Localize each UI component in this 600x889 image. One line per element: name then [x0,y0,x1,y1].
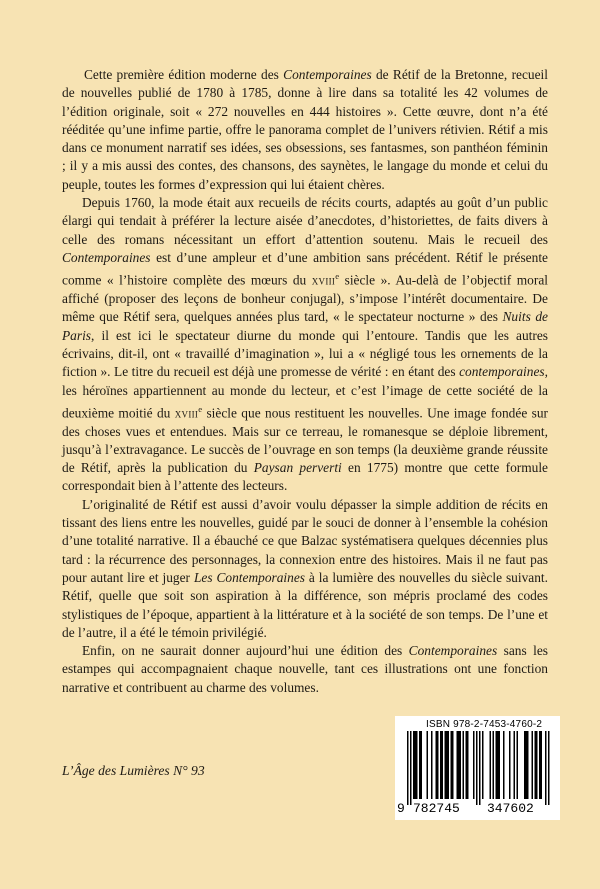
barcode-bar [536,731,538,799]
barcode-bar [448,731,450,799]
barcode-bar [436,731,438,799]
barcode-bar [503,731,505,799]
barcode-bar [497,731,499,799]
barcode-bar [532,731,534,799]
barcode-digit-first: 9 [397,801,405,816]
paragraph-3: L’originalité de Rétif est aussi d’avoir voulu dépasser la simple addition de récits en tissant des liens entre les nouvelles, guidé par le souci de donner à l’ensemble la cohésion d’une totalité narrative. Il a ébauché ce que Balzac systématisera quelques décennies plus tard : la récurrence des personnages, la connexion entre des histoires. Mais il ne faut pas pour autant lire et juger Les Contemporaines à la lumière des nouvelles du siècle suivant. Rétif, quelle que soit son aspiration à la différence, son mépris proclamé des codes stylistiques de l’époque, appartient à la littérature et à la société de son temps. De l’une et de l’autre, il a été le témoin privilégié. [62,496,549,640]
barcode-bar [524,731,526,799]
barcode-bar [535,731,537,799]
barcode-bar [539,731,541,799]
barcode-bar [460,731,462,799]
barcode-bar [445,731,447,799]
barcode-bar [437,731,439,799]
barcode-bar [476,731,478,805]
barcode-bar [509,731,511,799]
barcode-bar [421,731,423,799]
series-title: L’Âge des Lumières N° 93 [62,763,205,778]
isbn-label: ISBN 978-2-7453-4760-2 [426,719,543,730]
barcode-bar [493,731,495,799]
barcode-bar [548,731,550,805]
barcode-bar [415,731,417,799]
barcode-bar [458,731,460,799]
barcode-group-right: 347602 [487,801,534,816]
barcode-bar [419,731,421,799]
barcode-bar [410,731,412,805]
barcode-bar [545,731,547,805]
barcode-bar [490,731,492,799]
barcode-bar [446,731,448,799]
barcode-bar [479,731,481,805]
barcode-bar [413,731,415,799]
barcode-group-left: 782745 [413,801,460,816]
paragraph-1: Cette première édition moderne des Contemporaines de Rétif de la Bretonne, recueil de nouvelles publié de 1780 à 1785, donne à lire dans sa totalité les 42 volumes de l’édition originale, soit « 272 nouvelles en 444 histoires ». Cette œuvre, dont n’a été rééditée qu’une infime partie, offre le panorama complet de l’univers rétivien. Rétif a mis dans ce monument narratif ses idées, ses obsessions, ses fantasmes, son panthéon féminin ; il y a mis aussi des contes, des chansons, des saynètes, le langage du monde et celui du peuple, toutes les formes d’expression qui lui étaient chères. [62,67,548,192]
isbn-barcode [395,716,560,820]
barcode-bar [416,731,418,799]
barcode-bar [451,731,453,799]
barcode-bar [526,731,528,799]
barcode-bar [499,731,501,799]
barcode-bar [496,731,498,799]
paragraph-2: Depuis 1760, la mode était aux recueils de récits courts, adaptés au goût d’un public élargi qui tendait à préférer la lecture aisée d’anecdotes, d’historiettes, de faits divers à celle des romans nécessitant un effort d’attention soutenu. Mais le recueil des Contemporaines est d’une ampleur et d’une ambition sans précédent. Rétif le présente comme « l’histoire complète des mœurs du xviii$^e$ siècle ». Au-delà de l’objectif moral affiché (proposer des leçons de bonheur conjugal), s’impose l’intérêt documentaire. De même que Rétif sera, quelques années plus tard, « le spectateur nocturne » des Nuits de Paris, il est ici le spectateur diurne du monde qui l’entoure. Tandis que les autres écrivains, dit-il, ont « travaillé d’imagination », lui a « négligé tous les ornements de la fiction ». Le titre du recueil est déjà une promesse de vérité : en étant des contemporaines, les héroïnes appartiennent au monde du lecteur, et c’est l’image de cette société de la deuxième moitié du xviii$^e$ siècle que nous restituent les nouvelles. Une image fondée sur des choses vues et entendues. Mais sur ce terreau, le romanesque se déploie librement, jusqu’à l’extravagance. Le succès de l’ouvrage en son temps (la deuxième grande réussite de Rétif, après la publication du Paysan perverti en 1775) montre que cette formule correspondait bien à l’attente des lecteurs. [62,195,549,494]
paragraph-4: Enfin, on ne saurait donner aujourd’hui une édition des Contemporaines sans les estampes qui accompagnaient chaque nouvelle, tant ces illustrations ont une fonction narrative et contribuent au charme des volumes. [62,643,548,695]
barcode-bar [467,731,469,799]
barcode-bar [514,731,516,799]
barcode-bar [431,731,433,799]
barcode-bar [473,731,475,799]
back-cover-text [62,66,548,697]
barcode-bar [482,731,484,799]
barcode-bar [407,731,409,805]
barcode-bar [440,731,442,799]
barcode-bar [442,731,444,799]
barcode-bar [427,731,429,799]
barcode-bar [541,731,543,799]
barcode-bar [466,731,468,799]
barcode-bar [527,731,529,799]
barcode-bar [517,731,519,799]
barcode-bar [452,731,454,799]
barcode-bars [395,731,560,806]
barcode-bar [457,731,459,799]
barcode-bar [463,731,465,799]
